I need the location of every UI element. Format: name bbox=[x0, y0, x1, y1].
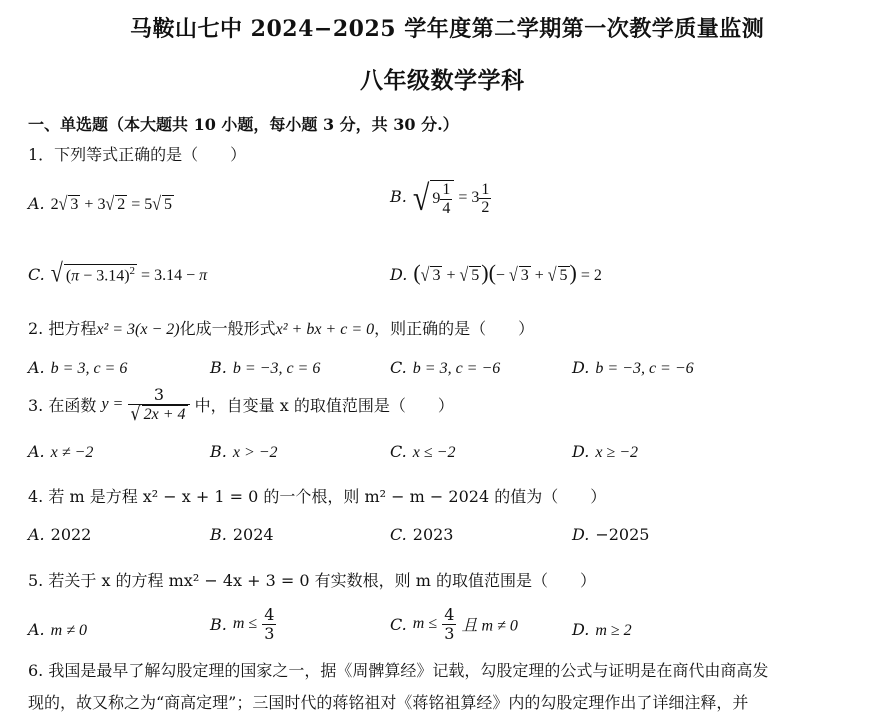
q4-option-b: B. 2024 bbox=[210, 525, 274, 544]
question-1-stem: 1．下列等式正确的是（ ） bbox=[28, 145, 247, 164]
q2-option-d: D. b = −3, c = −6 bbox=[572, 358, 694, 377]
q5-option-d: D. m ≥ 2 bbox=[572, 620, 632, 639]
option-label: D. bbox=[390, 265, 408, 284]
q1-option-c: C. √ $(\pi - 3.14)^2 = 3.14 - \pi$ bbox=[28, 257, 208, 288]
option-label: C. bbox=[28, 265, 45, 284]
option-label: A. bbox=[28, 194, 45, 213]
section-heading: 一、单选题（本大题共 10 小题，每小题 3 分，共 30 分.） bbox=[28, 115, 459, 134]
question-3-stem: 3. 在函数 y = $\frac{3}{√ 2x + 4}$ 中，自变量 x 的取值范围是（ ） bbox=[28, 385, 454, 425]
q3-option-a: A. x ≠ −2 bbox=[28, 442, 94, 461]
option-label: B. bbox=[390, 187, 407, 207]
q5-option-b: B. m ≤ $\frac{4}{3}$ bbox=[210, 605, 275, 643]
q2-option-b: B. b = −3, c = 6 bbox=[210, 358, 321, 377]
q3-fraction: $\frac{3}{√ 2x + 4}$ bbox=[128, 386, 189, 423]
q3-option-c: C. x ≤ −2 bbox=[390, 442, 456, 461]
q3-option-b: B. x > −2 bbox=[210, 442, 278, 461]
question-6-line-2: 现的，故又称之为“商高定理”；三国时代的蒋铭祖对《蒋铭祖算经》内的勾股定理作出了详细注释，并 bbox=[28, 693, 749, 712]
q5-option-a: A. m ≠ 0 bbox=[28, 620, 87, 639]
question-5-stem: 5. 若关于 x 的方程 mx² − 4x + 3 = 0 有实数根，则 m 的取值范围是（ ） bbox=[28, 571, 596, 590]
question-4-stem: 4. 若 m 是方程 x² − x + 1 = 0 的一个根，则 m² − m − 2024 的值为（ ） bbox=[28, 487, 607, 506]
q2-option-a: A. b = 3, c = 6 bbox=[28, 358, 128, 377]
q1-option-b: B. √ 9 $\frac{1}{4}$ = 3 $\frac{1}{2}$ bbox=[390, 178, 490, 218]
question-6-line-1: 6. 我国是最早了解勾股定理的国家之一，据《周髀算经》记载，勾股定理的公式与证明是在商代由商高发 bbox=[28, 661, 769, 680]
question-2-stem: 2. 把方程x² = 3(x − 2)化成一般形式x² + bx + c = 0，则正确的是（ ） bbox=[28, 319, 535, 338]
q5-option-c: C. m ≤ $\frac{4}{3}$ 且 m ≠ 0 bbox=[390, 605, 518, 643]
q2-option-c: C. b = 3, c = −6 bbox=[390, 358, 501, 377]
q4-option-d: D. −2025 bbox=[572, 525, 650, 544]
q3-option-d: D. x ≥ −2 bbox=[572, 442, 639, 461]
q1-option-a: A. 2√ 3 + 3√ 2 = 5√ 5 bbox=[28, 194, 173, 215]
exam-subtitle: 八年级数学学科 bbox=[360, 67, 525, 94]
exam-title: 马鞍山七中 2024−2025 学年度第二学期第一次教学质量监测 bbox=[130, 16, 765, 42]
q4-option-c: C. 2023 bbox=[390, 525, 454, 544]
q4-option-a: A. 2022 bbox=[28, 525, 92, 544]
q1-option-d: D. (√ 3 + √ 5)(− √ 3 + √ 5) = 2 bbox=[390, 260, 602, 286]
